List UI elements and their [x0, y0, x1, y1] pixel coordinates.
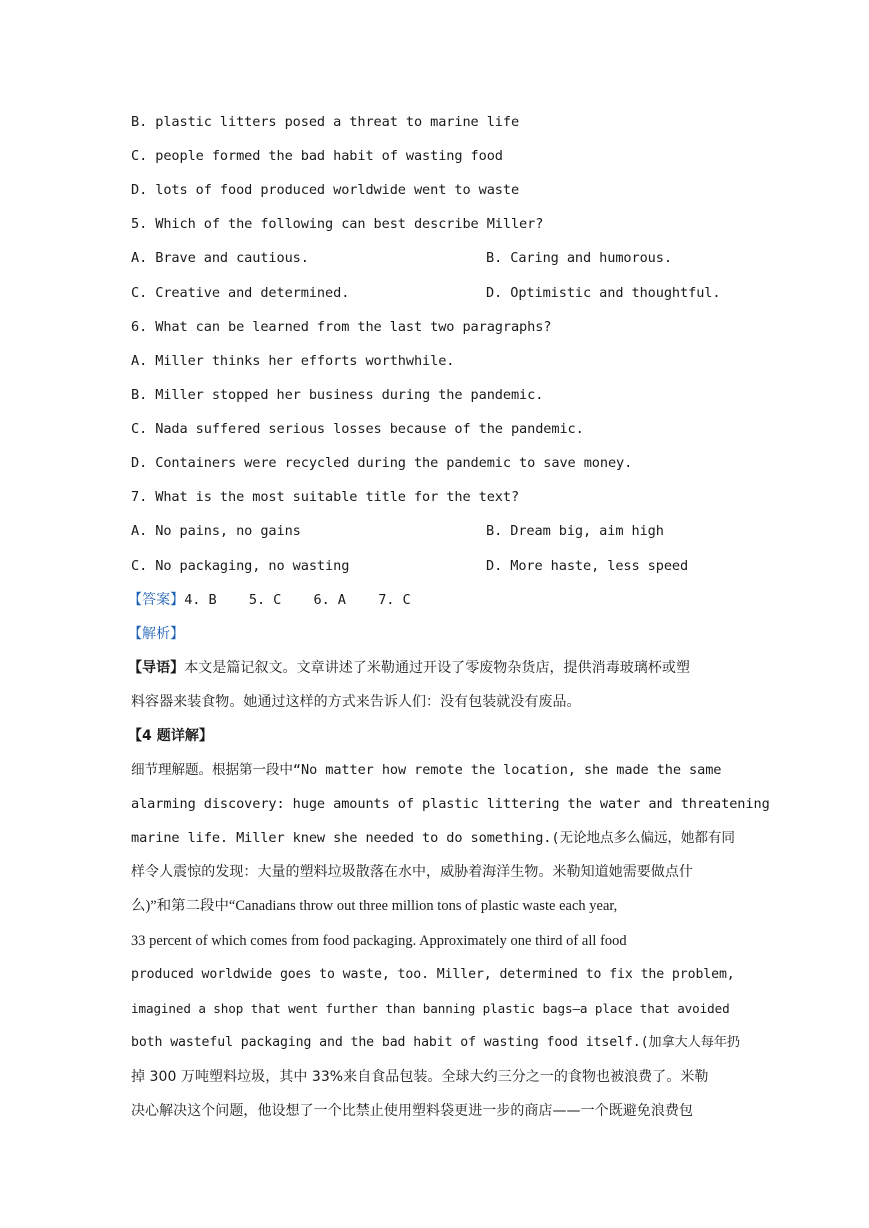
- detail-line: 样令人震惊的发现：大量的塑料垃圾散落在水中，威胁着海洋生物。米勒知道她需要做点什: [131, 864, 693, 880]
- q4-option-b: B. plastic litters posed a threat to marine life: [131, 114, 520, 130]
- detail-line: produced worldwide goes to waste, too. Miller, determined to fix the problem,: [131, 967, 735, 982]
- q6-option-a: A. Miller thinks her efforts worthwhile.: [131, 353, 455, 369]
- q4-detail-label: 【4 题详解】: [128, 728, 213, 744]
- q5-option-b: B. Caring and humorous.: [486, 250, 672, 266]
- detail-line: 么)”和第二段中“Canadians throw out three million tons of plastic waste each year,: [131, 898, 618, 914]
- guide-line-1: [128, 659, 690, 677]
- q5-option-d: D. Optimistic and thoughtful.: [486, 285, 721, 301]
- q6-option-c: C. Nada suffered serious losses because of the pandemic.: [131, 421, 584, 437]
- detail-line: 掉 300 万吨塑料垃圾，其中 33%来自食品包装。全球大约三分之一的食物也被浪费了。米勒: [131, 1069, 709, 1085]
- q5-option-c: C. Creative and determined.: [131, 285, 350, 301]
- detail-line: both wasteful packaging and the bad habit of wasting food itself.(加拿大人每年扔: [131, 1035, 741, 1050]
- q4-option-d: D. lots of food produced worldwide went to waste: [131, 182, 520, 198]
- guide-text-1: 本文是篇记叙文。文章讲述了米勒通过开设了零废物杂货店，提供消毒玻璃杯或塑: [184, 660, 691, 676]
- q6-option-d: D. Containers were recycled during the pandemic to save money.: [131, 455, 633, 471]
- guide-label: 【导语】: [128, 660, 185, 676]
- q7-option-b: B. Dream big, aim high: [486, 523, 664, 539]
- q5-question: 5. Which of the following can best describe Miller?: [131, 216, 544, 232]
- q4-option-c: C. people formed the bad habit of wasting food: [131, 148, 503, 164]
- q7-option-a: A. No pains, no gains: [131, 523, 301, 539]
- answer-label: 【答案】: [128, 592, 185, 608]
- detail-line: 33 percent of which comes from food packaging. Approximately one third of all food: [131, 933, 627, 949]
- detail-line: imagined a shop that went further than banning plastic bags—a place that avoided: [131, 1001, 730, 1016]
- detail-line: marine life. Miller knew she needed to do something.(无论地点多么偏远，她都有同: [131, 830, 735, 846]
- q7-option-d: D. More haste, less speed: [486, 558, 689, 574]
- answer-values: 4. B 5. C 6. A 7. C: [184, 592, 411, 608]
- q5-option-a: A. Brave and cautious.: [131, 250, 309, 266]
- detail-line: 细节理解题。根据第一段中“No matter how remote the location, she made the same: [131, 762, 722, 778]
- detail-line: alarming discovery: huge amounts of plastic littering the water and threatening: [131, 796, 770, 812]
- q7-option-c: C. No packaging, no wasting: [131, 558, 350, 574]
- guide-line-2: 料容器来装食物。她通过这样的方式来告诉人们：没有包装就没有废品。: [131, 694, 581, 710]
- answer-line: [128, 591, 411, 610]
- q7-question: 7. What is the most suitable title for the text?: [131, 489, 520, 505]
- detail-line: 决心解决这个问题，他设想了一个比禁止使用塑料袋更进一步的商店——一个既避免浪费包: [131, 1103, 693, 1119]
- q6-question: 6. What can be learned from the last two paragraphs?: [131, 319, 552, 335]
- analysis-label: 【解析】: [128, 626, 185, 642]
- q6-option-b: B. Miller stopped her business during the pandemic.: [131, 387, 544, 403]
